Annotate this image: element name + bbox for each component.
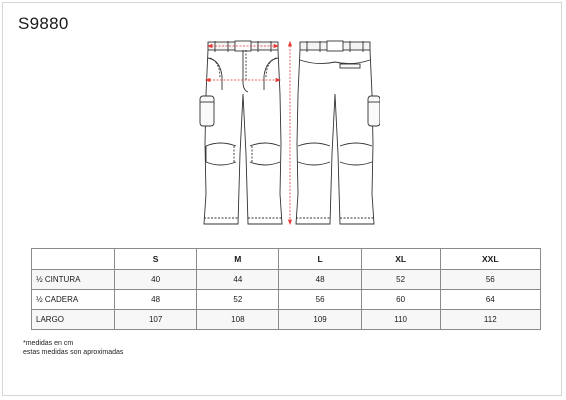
- table-cell: 52: [361, 270, 440, 290]
- measurement-notes: [23, 339, 123, 357]
- table-cell: 56: [440, 270, 540, 290]
- header-size-xl: XL: [361, 249, 440, 270]
- table-cell: 109: [279, 310, 361, 330]
- back-view: [296, 41, 380, 224]
- table-cell: 110: [361, 310, 440, 330]
- header-size-xxl: XXL: [440, 249, 540, 270]
- trousers-technical-drawing: [190, 34, 380, 234]
- table-cell: 60: [361, 290, 440, 310]
- size-chart-table: [31, 248, 541, 330]
- product-code: S9880: [18, 14, 69, 33]
- table-cell: 56: [279, 290, 361, 310]
- table-cell: 52: [197, 290, 279, 310]
- header-empty-cell: [32, 249, 115, 270]
- table-cell: 48: [279, 270, 361, 290]
- table-row: [32, 290, 541, 310]
- table-cell: 48: [115, 290, 197, 310]
- note-units: *medidas en cm: [23, 340, 74, 347]
- front-view: [200, 41, 282, 224]
- table-cell: 112: [440, 310, 540, 330]
- header-size-l: L: [279, 249, 361, 270]
- table-cell: 44: [197, 270, 279, 290]
- header-size-m: M: [197, 249, 279, 270]
- table-cell: 64: [440, 290, 540, 310]
- row-label: LARGO: [32, 310, 115, 330]
- note-approximate: estas medidas son aproximadas: [23, 349, 124, 356]
- table-row: [32, 270, 541, 290]
- table-cell: 108: [197, 310, 279, 330]
- table-cell: 40: [115, 270, 197, 290]
- size-header-row: [32, 249, 541, 270]
- table-cell: 107: [115, 310, 197, 330]
- row-label: ½ CADERA: [32, 290, 115, 310]
- table-row: [32, 310, 541, 330]
- row-label: ½ CINTURA: [32, 270, 115, 290]
- header-size-s: S: [115, 249, 197, 270]
